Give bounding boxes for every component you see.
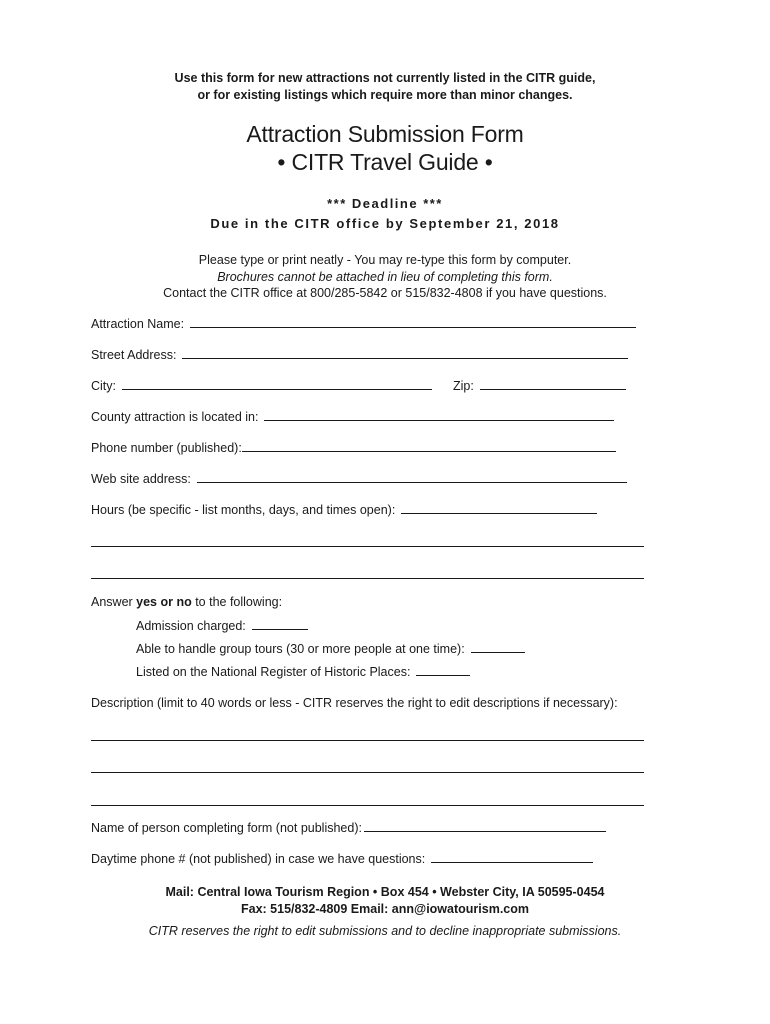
county-blank[interactable] — [264, 409, 614, 421]
title-line-2: • CITR Travel Guide • — [277, 149, 493, 175]
hours-line-3[interactable] — [91, 578, 644, 579]
yes-no-prefix: Answer — [91, 595, 137, 609]
description-line-3[interactable] — [91, 805, 644, 806]
yes-no-suffix: to the following: — [191, 595, 283, 609]
website-label: Web site address: — [91, 472, 191, 486]
deadline-date: Due in the CITR office by September 21, 2018 — [210, 216, 560, 231]
yes-no-instruction — [91, 595, 282, 609]
instructions — [0, 252, 770, 302]
city-field — [91, 378, 432, 393]
county-label: County attraction is located in: — [91, 410, 259, 424]
page-title — [0, 120, 770, 176]
attraction-name-label: Attraction Name: — [91, 317, 185, 331]
completer-name-label: Name of person completing form (not published): — [91, 821, 362, 835]
completer-name-field — [91, 820, 606, 835]
historic-blank[interactable] — [416, 664, 470, 676]
completer-name-blank[interactable] — [364, 820, 606, 832]
phone-field — [91, 440, 616, 455]
zip-label: Zip: — [453, 379, 474, 393]
mail-address: Mail: Central Iowa Tourism Region • Box 454 • Webster City, IA 50595-0454 — [165, 885, 605, 899]
phone-label: Phone number (published): — [91, 441, 242, 455]
street-address-label: Street Address: — [91, 348, 177, 362]
instructions-line-2: Brochures cannot be attached in lieu of completing this form. — [217, 269, 553, 284]
attraction-name-field — [91, 316, 636, 331]
zip-field — [453, 378, 626, 393]
admission-field — [136, 618, 308, 633]
title-line-1: Attraction Submission Form — [246, 121, 524, 147]
description-line-2[interactable] — [91, 772, 644, 773]
daytime-phone-label: Daytime phone # (not published) in case we have questions: — [91, 852, 426, 866]
hours-blank[interactable] — [401, 502, 597, 514]
hours-field — [91, 502, 597, 517]
group-tours-blank[interactable] — [471, 641, 525, 653]
description-line-1[interactable] — [91, 740, 644, 741]
city-label: City: — [91, 379, 116, 393]
admission-label: Admission charged: — [136, 619, 246, 633]
intro-line-1: Use this form for new attractions not currently listed in the CITR guide, — [174, 71, 596, 85]
admission-blank[interactable] — [252, 618, 308, 630]
hours-line-2[interactable] — [91, 546, 644, 547]
group-tours-field — [136, 641, 525, 656]
group-tours-label: Able to handle group tours (30 or more people at one time): — [136, 642, 465, 656]
historic-field — [136, 664, 470, 679]
phone-blank[interactable] — [242, 440, 616, 452]
deadline-heading: *** Deadline *** — [327, 196, 443, 211]
footer-note: CITR reserves the right to edit submissions and to decline inappropriate submissions. — [148, 924, 622, 938]
website-blank[interactable] — [197, 471, 627, 483]
attraction-name-blank[interactable] — [190, 316, 636, 328]
county-field — [91, 409, 614, 424]
city-blank[interactable] — [122, 378, 432, 390]
instructions-line-3: Contact the CITR office at 800/285-5842 or 515/832-4808 if you have questions. — [163, 286, 607, 300]
mail-info — [0, 884, 770, 918]
daytime-phone-field — [91, 851, 593, 866]
website-field — [91, 471, 627, 486]
instructions-line-1: Please type or print neatly - You may re-type this form by computer. — [198, 253, 572, 267]
description-label: Description (limit to 40 words or less - CITR reserves the right to edit descriptions if necessary): — [91, 696, 618, 710]
yes-no-bold: yes or no — [136, 595, 192, 609]
street-address-field — [91, 347, 628, 362]
intro-line-2: or for existing listings which require more than minor changes. — [197, 88, 573, 102]
street-address-blank[interactable] — [182, 347, 628, 359]
historic-label: Listed on the National Register of Historic Places: — [136, 665, 411, 679]
hours-label: Hours (be specific - list months, days, and times open): — [91, 503, 396, 517]
daytime-phone-blank[interactable] — [431, 851, 593, 863]
zip-blank[interactable] — [480, 378, 626, 390]
intro-text — [0, 70, 770, 104]
fax-email: Fax: 515/832-4809 Email: ann@iowatourism.com — [241, 902, 529, 916]
